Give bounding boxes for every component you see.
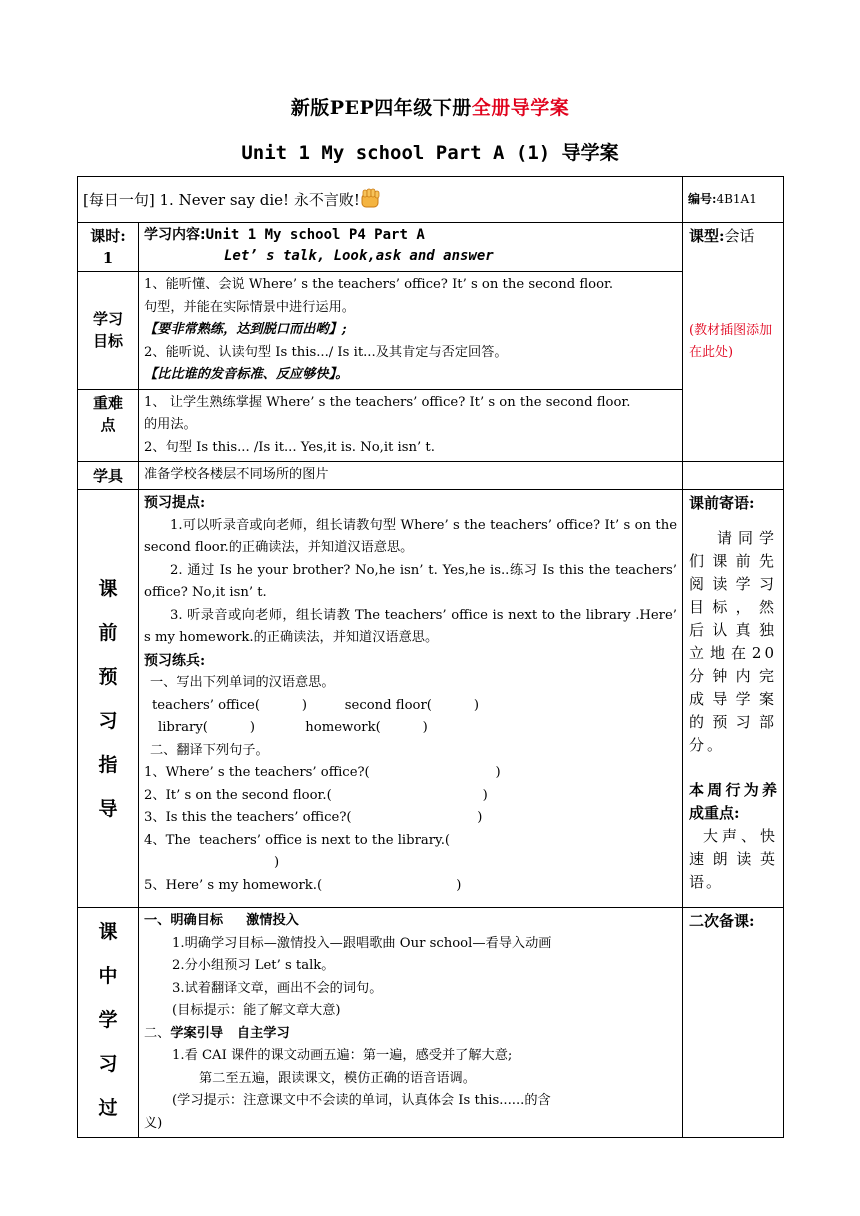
preview-char-2: 前 bbox=[98, 621, 118, 644]
preview-side-title: 课前寄语: bbox=[689, 494, 755, 512]
content-line2: Let’ s talk, Look,ask and answer bbox=[224, 248, 494, 264]
illustration-note: (教材插图添加在此处) bbox=[689, 323, 773, 360]
page-subtitle bbox=[0, 138, 860, 165]
section2-num: 二、 bbox=[144, 1025, 171, 1041]
worksheet-table bbox=[77, 176, 784, 1138]
type-value: 会话 bbox=[724, 227, 755, 245]
class-side-title: 二次备课: bbox=[689, 912, 755, 930]
tip-1: 1.可以听录音或向老师，组长请教句型 Where’ s the teachers’ office? It’ s on the second floor.的正确读法，并知道汉语意思。 bbox=[144, 517, 677, 555]
ex2-title: 二、翻译下列句子。 bbox=[150, 742, 269, 758]
section1-title: 一、明确目标 激情投入 bbox=[144, 913, 299, 928]
tips-title: 预习提点: bbox=[144, 495, 206, 511]
key-line-2: 的用法。 bbox=[144, 417, 197, 432]
lesson-row bbox=[78, 223, 784, 272]
lesson-count: 1 bbox=[102, 249, 114, 267]
preview-vertical-label bbox=[78, 490, 139, 908]
daily-label: [每日一句] bbox=[83, 190, 155, 209]
goals-row bbox=[78, 272, 784, 390]
preview-side-cell bbox=[683, 490, 784, 908]
habit-text: 大声、快速朗读英语。 bbox=[689, 827, 777, 891]
goal-line-2: 句型，并能在实际情景中进行运用。 bbox=[144, 299, 355, 315]
preview-content-cell bbox=[139, 490, 683, 908]
ex2-line-4: 4、The teachers’ office is next to the library.( bbox=[144, 832, 451, 848]
section2-title bbox=[144, 1023, 677, 1046]
tools-label-cell bbox=[78, 462, 139, 490]
class-vertical-label bbox=[78, 908, 139, 1138]
goal-line-1: 1、能听懂、会说 Where’ s the teachers’ office? It’ s on the second floor. bbox=[144, 277, 614, 292]
goals-label-a: 学习 bbox=[92, 310, 123, 329]
preview-char-1: 课 bbox=[98, 577, 118, 600]
title-red: 全册导学案 bbox=[471, 97, 570, 119]
fist-emoji-icon bbox=[360, 188, 382, 208]
s2-line-1: 1.看 CAI 课件的课文动画五遍：第一遍，感受并了解大意; bbox=[172, 1048, 513, 1063]
content-line1: Unit 1 My school P4 Part A bbox=[205, 227, 425, 243]
lesson-content-cell bbox=[139, 223, 683, 272]
class-char-3: 学 bbox=[98, 1009, 118, 1031]
class-row bbox=[78, 908, 784, 1138]
preview-char-4: 习 bbox=[98, 709, 118, 732]
key-content-cell bbox=[139, 389, 683, 462]
ex2-line-2: 2、It’ s on the second floor.( ) bbox=[144, 787, 488, 803]
goal-line-3: 【要非常熟练，达到脱口而出哟】; bbox=[144, 322, 347, 337]
tools-text: 准备学校各楼层不同场所的图片 bbox=[144, 467, 329, 483]
key-row bbox=[78, 389, 784, 462]
code-label: 编号: bbox=[688, 192, 717, 207]
code-cell bbox=[683, 177, 784, 223]
s1-line-4: (目标提示：能了解文章大意) bbox=[172, 1003, 341, 1018]
daily-row bbox=[78, 177, 784, 223]
ex2-line-3: 3、Is this the teachers’ office?( ) bbox=[144, 810, 483, 825]
s1-line-3: 3.试着翻译文章，画出不会的词句。 bbox=[172, 980, 383, 996]
goal-line-4: 2、能听说、认读句型 Is this.../ Is it...及其肯定与否定回答。 bbox=[144, 344, 508, 360]
class-char-5: 过 bbox=[98, 1097, 118, 1119]
s1-line-1: 1.明确学习目标—激情投入—跟唱歌曲 Our school—看导入动画 bbox=[172, 935, 552, 951]
key-label-b: 点 bbox=[100, 415, 116, 434]
s2-line-4: 义) bbox=[144, 1115, 163, 1131]
preview-row bbox=[78, 490, 784, 908]
tip-3: 3. 听录音或向老师，组长请教 The teachers’ office is next to the library .Here’ s my homework.的正确读法，并知道汉语意思。 bbox=[144, 607, 677, 645]
s1-line-2: 2.分小组预习 Let’ s talk。 bbox=[172, 958, 335, 973]
content-label: 学习内容: bbox=[144, 227, 206, 243]
lesson-label-cell bbox=[78, 223, 139, 272]
preview-char-6: 导 bbox=[98, 797, 118, 820]
ex2-line-1: 1、Where’ s the teachers’ office?( ) bbox=[144, 765, 501, 780]
tools-content-cell bbox=[139, 462, 683, 490]
key-label-cell bbox=[78, 389, 139, 462]
code-value: 4B1A1 bbox=[716, 192, 757, 207]
key-label-a: 重难 bbox=[92, 393, 123, 412]
s2-line-3: (学习提示：注意课文中不会读的单词，认真体会 Is this......的含 bbox=[172, 1093, 551, 1108]
tools-empty-cell bbox=[683, 462, 784, 490]
type-label: 课型: bbox=[689, 227, 725, 245]
tip-2: 2. 通过 Is he your brother? No,he isn’ t. Yes,he is..练习 Is this the teachers’ office? No,it isn’ t. bbox=[144, 562, 677, 600]
ex2-line-4b: ) bbox=[144, 855, 280, 870]
class-char-4: 习 bbox=[98, 1053, 118, 1075]
lesson-label: 课时: bbox=[90, 227, 126, 245]
page-title bbox=[0, 93, 860, 120]
s2-line-2: 第二至五遍，跟读课文，模仿正确的语音语调。 bbox=[199, 1070, 476, 1086]
goals-label-cell bbox=[78, 272, 139, 390]
class-content-cell bbox=[139, 908, 683, 1138]
subtitle-prefix: Unit 1 My school Part A (1) bbox=[241, 142, 562, 164]
subtitle-suffix: 导学案 bbox=[561, 142, 619, 164]
daily-cell bbox=[78, 177, 683, 223]
practice-title: 预习练兵: bbox=[144, 652, 206, 669]
goals-label-b: 目标 bbox=[92, 332, 123, 351]
preview-char-3: 预 bbox=[98, 665, 118, 688]
key-line-1: 1、 让学生熟练掌握 Where’ s the teachers’ office? It’ s on the second floor. bbox=[144, 394, 631, 410]
class-char-1: 课 bbox=[98, 921, 118, 943]
goal-line-5: 【比比谁的发音标准、反应够快】。 bbox=[144, 367, 349, 382]
preview-side-text: 请同学们课前先阅读学习目标，然后认真独立地在20分钟内完成导学案的预习部分。 bbox=[689, 529, 777, 754]
key-line-3: 2、句型 Is this... /Is it... Yes,it is. No,it isn’ t. bbox=[144, 439, 435, 455]
tools-label: 学具 bbox=[92, 466, 123, 485]
lesson-type-cell bbox=[683, 223, 784, 462]
title-main: 新版PEP四年级下册 bbox=[290, 97, 472, 119]
ex2-line-5: 5、Here’ s my homework.( ) bbox=[144, 877, 462, 893]
goals-content-cell bbox=[139, 272, 683, 390]
ex1-title: 一、写出下列单词的汉语意思。 bbox=[150, 675, 335, 690]
tools-row bbox=[78, 462, 784, 490]
preview-char-5: 指 bbox=[98, 753, 118, 776]
section2-text: 学案引导 自主学习 bbox=[170, 1025, 290, 1041]
ex1-row-1: teachers’ office( ) second floor( ) bbox=[152, 697, 479, 713]
daily-text: 1. Never say die! 永不言败! bbox=[154, 190, 360, 209]
ex1-row-2: library( ) homework( ) bbox=[158, 720, 428, 735]
habit-title: 本周行为养成重点: bbox=[689, 781, 777, 822]
class-char-2: 中 bbox=[98, 965, 118, 987]
class-side-cell bbox=[683, 908, 784, 1138]
